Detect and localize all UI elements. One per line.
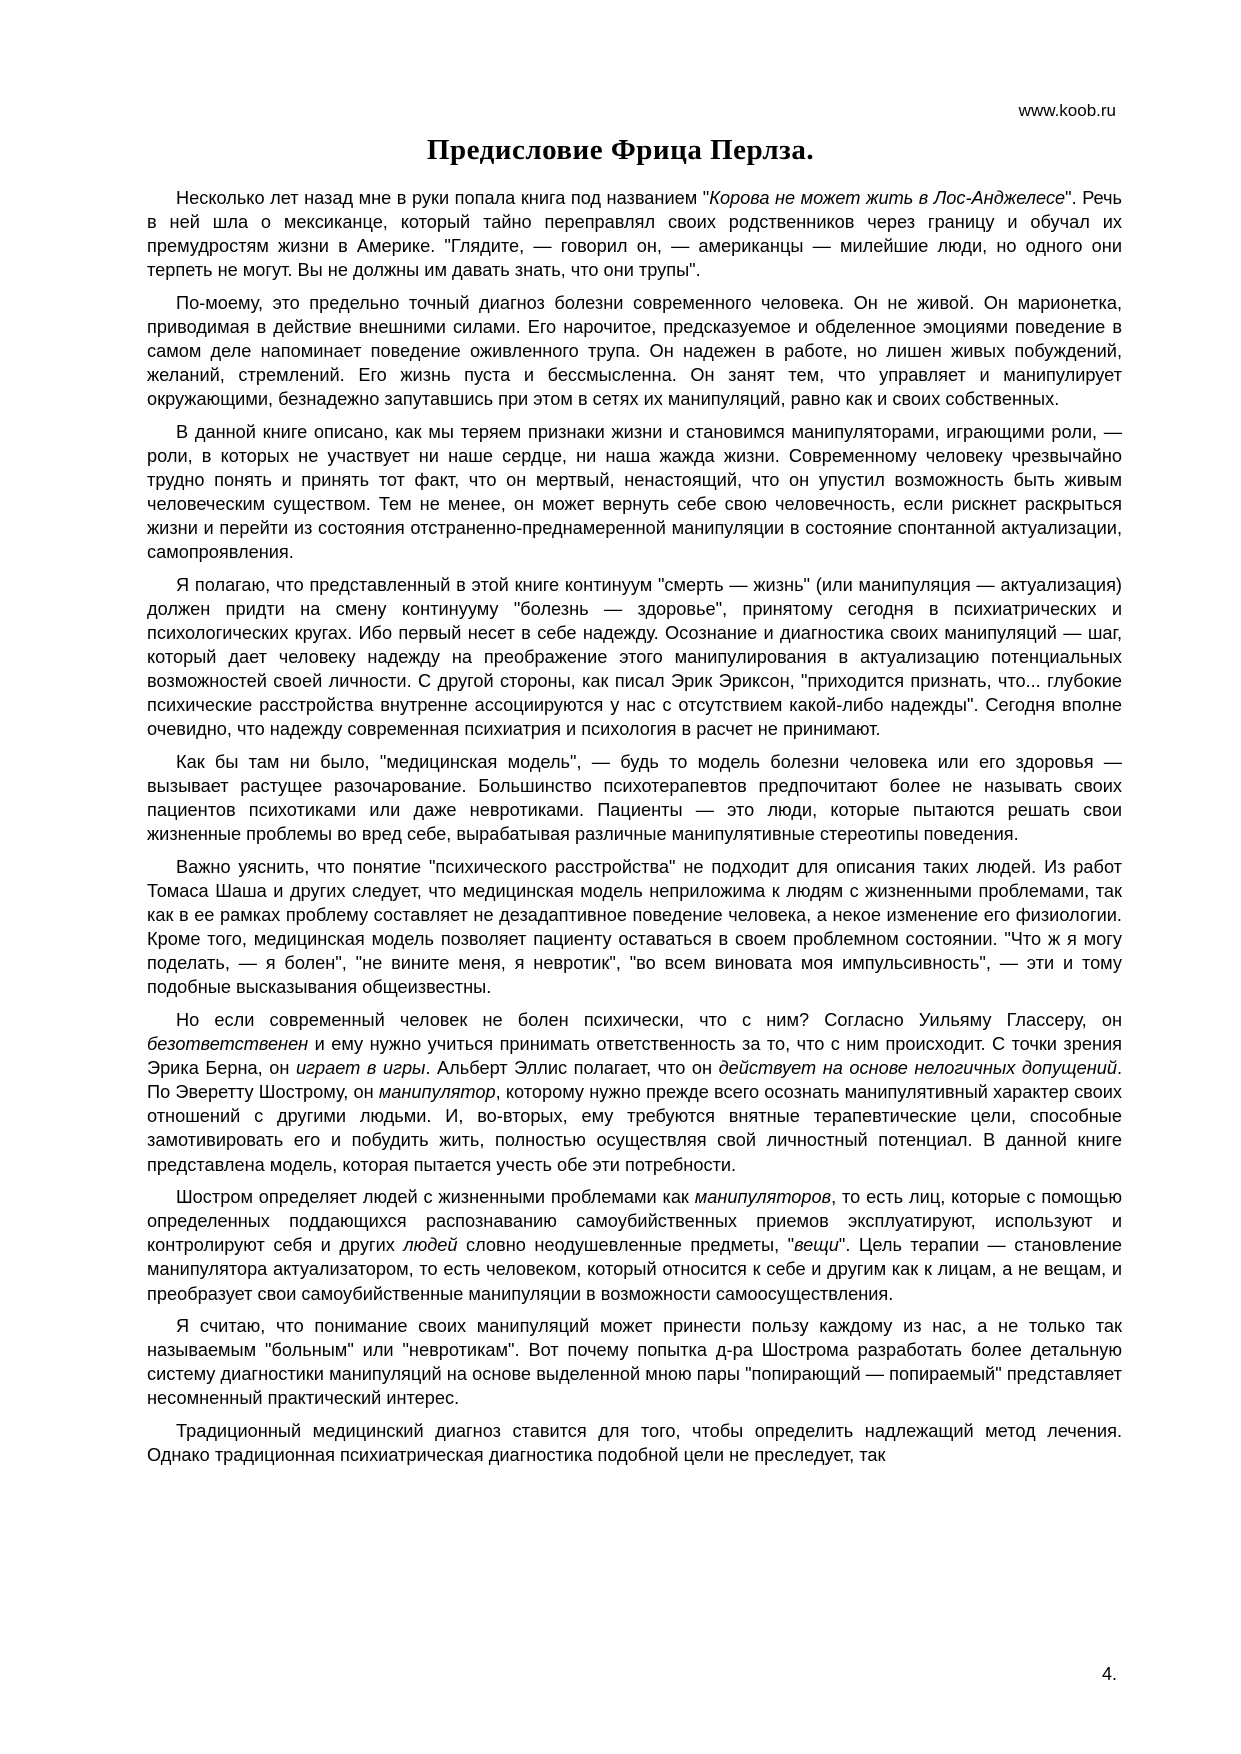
text-run: , которому нужно прежде всего осознать манипулятивный характер своих отношений с другими людьми. И, во-вторых, ему требуются внятные терапевтические цели, способные замотивировать его и побудить жить, полностью осуществляя свой личностный потенциал. В данной книге представлена модель, которая пытается учесть обе эти потребности.: [147, 1082, 1122, 1175]
paragraph: [147, 186, 1122, 282]
paragraph: [147, 420, 1122, 565]
text-run: словно неодушевленные предметы, ": [457, 1235, 795, 1256]
paragraph: [147, 291, 1122, 411]
italic-run: людей: [403, 1235, 458, 1256]
paragraph: [147, 1419, 1122, 1467]
italic-run: безответственен: [147, 1034, 309, 1055]
text-run: ". Цель терапии — становление манипулятора актуализатором, то есть человеком, который относится к себе и другим как к лицам, а не вещам, и преобразует свои самоубийственные манипуляции в возможности самоосуществления.: [147, 1235, 1123, 1304]
text-run: Традиционный медицинский диагноз ставится для того, чтобы определить надлежащий метод лечения. Однако традиционная психиатрическая диагностика подобной цели не преследует, так: [147, 1421, 1122, 1466]
paragraph: [147, 1008, 1122, 1177]
paragraph: [147, 1314, 1122, 1410]
site-url: www.koob.ru: [1018, 101, 1116, 120]
page-title: Предисловие Фрица Перлза.: [426, 134, 815, 166]
text-run: ". Речь в ней шла о мексиканце, который тайно переправлял своих родственников через границу и обучал их премудростям жизни в Америке. "Глядите, — говорил он, — американцы — милейшие люди, но одного они терпеть не могут. Вы не должны им давать знать, что они трупы".: [147, 188, 1122, 281]
page-number: 4.: [1101, 1664, 1117, 1684]
italic-run: манипуляторов: [694, 1187, 832, 1208]
text-run: и ему нужно учиться принимать ответственность за то, что с ним происходит. С точки зрения Эрика Берна, он: [147, 1034, 1122, 1079]
paragraph: [147, 750, 1122, 846]
italic-run: манипулятор: [378, 1082, 496, 1103]
body-text: [147, 186, 1122, 1476]
paragraph: [147, 573, 1122, 742]
italic-run: Корова не может жить в Лос-Анджелесе: [709, 188, 1066, 208]
text-run: Я считаю, что понимание своих манипуляций может принести пользу каждому из нас, а не только так называемым "больным" или "невротикам". Вот почему попытка д-ра Шострома разработать более детальную систему диагностики манипуляций на основе выделенной мною пары "попирающий — попираемый" представляет несомненный практический интерес.: [147, 1316, 1122, 1409]
text-run: Но если современный человек не болен психически, что с ним? Согласно Уильяму Глассеру, он: [176, 1010, 1122, 1030]
italic-run: действует на основе нелогичных допущений: [718, 1058, 1117, 1079]
italic-run: играет в игры: [295, 1058, 426, 1079]
text-run: Важно уяснить, что понятие "психического расстройства" не подходит для описания таких людей. Из работ Томаса Шаша и других следует, что медицинская модель неприложима к людям с жизненными проблемами, так как в ее рамках проблему составляет не дезадаптивное поведение человека, а некое изменение его физиологии. Кроме того, медицинская модель позволяет пациенту оставаться в своем проблемном состоянии. "Что ж я могу поделать, — я болен", "не вините меня, я невротик", "во всем виновата моя импульсивность", — эти и тому подобные высказывания общеизвестны.: [147, 856, 1122, 998]
text-run: По-моему, это предельно точный диагноз болезни современного человека. Он не живой. Он марионетка, приводимая в действие внешними силами. Его нарочитое, предсказуемое и обделенное эмоциями поведение в самом деле напоминает поведение оживленного трупа. Он надежен в работе, но лишен живых побуждений, желаний, стремлений. Его жизнь пуста и бессмысленна. Он занят тем, что управляет и манипулирует окружающими, безнадежно запутавшись при этом в сетях их манипуляций, равно как и своих собственных.: [147, 292, 1122, 410]
text-run: Я полагаю, что представленный в этой книге континуум "смерть — жизнь" (или манипуляция — актуализация) должен придти на смену континууму "болезнь — здоровье", принятому сегодня в психиатрических и психологических кругах. Ибо первый несет в себе надежду. Осознание и диагностика своих манипуляций — шаг, который дает человеку надежду на преображение этого манипулирования в актуализацию потенциальных возможностей своей личности. С другой стороны, как писал Эрик Эриксон, "приходится признать, что... глубокие психические расстройства внутренне ассоциируются у нас с отсутствием какой-либо надежды". Сегодня вполне очевидно, что надежду современная психиатрия и психология в расчет не принимают.: [147, 574, 1122, 740]
text-run: В данной книге описано, как мы теряем признаки жизни и становимся манипуляторами, играющими роли, — роли, в которых не участвует ни наше сердце, ни наша жажда жизни. Современному человеку чрезвычайно трудно понять и принять тот факт, что он мертвый, ненастоящий, что он упустил возможность быть живым человеческим существом. Тем не менее, он может вернуть себе свою человечность, если рискнет раскрыться жизни и перейти из состояния отстраненно-преднамеренной манипуляции в состояние спонтанной актуализации, самопроявления.: [147, 421, 1122, 563]
paragraph: [147, 855, 1122, 1000]
text-run: , то есть лиц, которые с помощью определенных поддающихся распознаванию самоубийственных приемов эксплуатируют, используют и контролируют себя и других: [147, 1187, 1122, 1256]
text-run: . По Эверетту Шострому, он: [147, 1058, 1122, 1103]
italic-run: вещи: [794, 1235, 839, 1256]
paragraph: [147, 1185, 1122, 1305]
text-run: Как бы там ни было, "медицинская модель", — будь то модель болезни человека или его здоровья — вызывает растущее разочарование. Большинство психотерапевтов предпочитают более не называть своих пациентов психотиками или даже невротиками. Пациенты — это люди, которые пытаются решать свои жизненные проблемы во вред себе, вырабатывая различные манипулятивные стереотипы поведения.: [147, 752, 1122, 845]
text-run: Несколько лет назад мне в руки попала книга под названием ": [176, 188, 710, 208]
text-run: Шостром определяет людей с жизненными проблемами как: [176, 1187, 695, 1208]
text-run: . Альберт Эллис полагает, что он: [425, 1058, 719, 1079]
